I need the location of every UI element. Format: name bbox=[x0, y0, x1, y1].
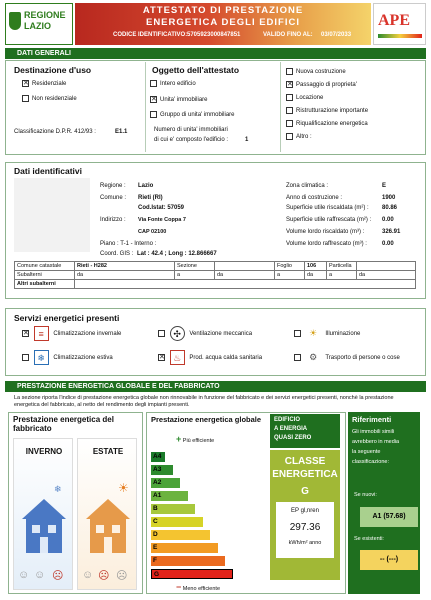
leaf-plus-icon: + bbox=[176, 434, 182, 444]
residenziale-checkbox[interactable] bbox=[22, 80, 29, 87]
ristrutturazione-label: Ristrutturazione importante bbox=[296, 108, 369, 115]
header bbox=[5, 3, 426, 45]
gruppo-option[interactable] bbox=[150, 111, 235, 118]
gruppo-label: Gruppo di unita' immobiliare bbox=[160, 112, 235, 119]
classe-line2: ENERGETICA bbox=[272, 469, 338, 480]
vent-label: Ventilazione meccanica bbox=[189, 331, 253, 338]
estate-label: ESTATE bbox=[92, 447, 124, 456]
subalterni-a-1: a bbox=[175, 271, 215, 280]
anno-value: 1900 bbox=[382, 195, 396, 201]
residenziale-option[interactable] bbox=[22, 80, 66, 87]
vol-raff-label: Volume lordo raffrescato (m³) : bbox=[286, 241, 367, 247]
classe-value: G bbox=[301, 486, 309, 497]
regione-label: Regione : bbox=[100, 183, 126, 189]
riferimenti-text: Gli immobili simili avrebbero in media la seguente classificazione: bbox=[352, 429, 400, 465]
oggetto-title: Oggetto dell'attestato bbox=[152, 65, 240, 75]
region-logo-line2: LAZIO bbox=[24, 21, 51, 31]
energy-class-d: D bbox=[151, 530, 210, 540]
vol-risc-value: 326.91 bbox=[382, 229, 401, 235]
ep-card bbox=[276, 502, 334, 558]
catasto-comune-value: Rieti - H282 bbox=[75, 262, 175, 271]
altro-checkbox[interactable] bbox=[286, 133, 293, 140]
faucet-icon: ♨ bbox=[170, 350, 185, 365]
nzeb-box bbox=[270, 414, 340, 448]
catasto-foglio-value: 106 bbox=[305, 262, 327, 271]
locazione-option[interactable] bbox=[286, 94, 323, 101]
energy-class-a3: A3 bbox=[151, 465, 173, 475]
sup-risc-value: 80.86 bbox=[382, 205, 398, 211]
catasto-foglio-label: Foglio bbox=[275, 262, 305, 271]
fabbricato-title: Prestazione energetica del fabbricato bbox=[13, 415, 114, 433]
acs-label: Prod. acqua calda sanitaria bbox=[189, 355, 263, 362]
piu-efficiente-row bbox=[176, 434, 214, 444]
sun-icon: ☀ bbox=[118, 481, 129, 495]
illum-checkbox[interactable] bbox=[294, 330, 301, 337]
comune-value: Rieti (RI) bbox=[138, 195, 163, 201]
energy-class-b: B bbox=[151, 504, 195, 514]
subalterni-da-1: da bbox=[75, 271, 175, 280]
illum-item bbox=[294, 326, 360, 341]
inverno-label: INVERNO bbox=[25, 447, 63, 456]
regione-value: Lazio bbox=[138, 183, 154, 189]
clim-inv-item bbox=[22, 326, 121, 341]
estate-sad-icon: ☹ bbox=[116, 570, 128, 582]
istat-label: Cod.Istat: 57059 bbox=[138, 205, 185, 211]
zona-value: E bbox=[382, 183, 387, 189]
clim-est-label: Climatizzazione estiva bbox=[53, 355, 113, 362]
energy-class-c: C bbox=[151, 517, 203, 527]
passaggio-option[interactable] bbox=[286, 81, 357, 88]
title-line1: ATTESTATO DI PRESTAZIONE bbox=[142, 5, 304, 16]
snowflake-icon: ❄ bbox=[54, 484, 62, 494]
acs-item bbox=[158, 350, 262, 365]
clim-est-checkbox[interactable] bbox=[22, 354, 29, 361]
region-logo bbox=[5, 3, 73, 45]
non-residenziale-checkbox[interactable] bbox=[22, 95, 29, 102]
comune-label: Comune : bbox=[100, 195, 127, 201]
anno-label: Anno di costruzione : bbox=[286, 195, 343, 201]
fan-icon: ✣ bbox=[170, 326, 185, 341]
sup-risc-label: Superficie utile riscaldata (m²) : bbox=[286, 205, 369, 211]
catasto-table bbox=[14, 261, 416, 289]
region-logo-line1: REGIONE bbox=[24, 10, 66, 20]
meno-efficiente-label: Meno efficiente bbox=[182, 586, 220, 592]
inverno-smile-1-icon: ☺ bbox=[18, 569, 30, 581]
energy-class-g: G bbox=[151, 569, 233, 579]
codice-value: 5705923000847851 bbox=[187, 32, 241, 38]
riqualificazione-label: Riqualificazione energetica bbox=[296, 121, 368, 128]
classe-box bbox=[270, 450, 340, 580]
ristrutturazione-option[interactable] bbox=[286, 107, 368, 114]
subalterni-da-3: da bbox=[305, 271, 327, 280]
subalterni-label: Subalterni bbox=[15, 271, 75, 280]
clim-inv-label: Climatizzazione invernale bbox=[53, 331, 122, 338]
unita-checkbox[interactable] bbox=[150, 96, 157, 103]
nuova-label: Nuova costruzione bbox=[296, 69, 346, 76]
vent-checkbox[interactable] bbox=[158, 330, 165, 337]
dati-identificativi-title: Dati identificativi bbox=[14, 166, 83, 176]
nzeb-line3: QUASI ZERO bbox=[274, 435, 312, 441]
clim-inv-checkbox[interactable] bbox=[22, 330, 29, 337]
catasto-sezione-value bbox=[215, 262, 275, 271]
light-bulb-icon: ☀ bbox=[309, 328, 318, 338]
catasto-row-comune bbox=[15, 262, 416, 271]
se-nuovi-label: Se nuovi: bbox=[354, 492, 377, 498]
ape-logo bbox=[373, 3, 426, 45]
trasporto-checkbox[interactable] bbox=[294, 354, 301, 361]
numero-value: 1 bbox=[245, 137, 249, 143]
intero-label: Intero edificio bbox=[160, 81, 196, 88]
prestazione-description: La sezione riporta l'indice di prestazione energetica globale non rinnovabile in funzione del fabbricato e dei servizi energetici presenti, nonchè la prestazione energetica del fabbricato, al netto del rendimento degli impianti presenti. bbox=[14, 395, 394, 408]
sup-raff-value: 0.00 bbox=[382, 217, 394, 223]
ape-logo-bar-icon bbox=[378, 34, 422, 38]
altri-subalterni-label: Altri subalterni bbox=[15, 280, 75, 289]
classificazione-value: E1.1 bbox=[115, 129, 128, 135]
ape-logo-text: APE bbox=[378, 12, 410, 29]
indirizzo-value: Via Fonte Coppa 7 bbox=[138, 217, 186, 223]
riferimenti-title: Riferimenti bbox=[352, 415, 392, 424]
numero-label-1: Numero di unita' immobiliari bbox=[154, 127, 228, 133]
illum-label: Illuminazione bbox=[325, 331, 361, 338]
piano-label: Piano : T-1 - Interno : bbox=[100, 241, 157, 247]
passaggio-label: Passaggio di proprieta' bbox=[296, 82, 357, 89]
intero-checkbox[interactable] bbox=[150, 80, 157, 87]
inverno-sad-selected-icon: ☹ bbox=[52, 570, 64, 582]
riferimenti-panel bbox=[348, 412, 420, 594]
unita-option[interactable] bbox=[150, 96, 208, 103]
unita-label: Unita' immobiliare bbox=[160, 97, 208, 104]
vol-risc-label: Volume lordo riscaldato (m³) : bbox=[286, 229, 365, 235]
numero-label-2: di cui e' composto l'edificio : bbox=[154, 137, 228, 143]
nuova-option[interactable] bbox=[286, 68, 346, 75]
oggetto-divider bbox=[145, 62, 146, 152]
house-summer-icon bbox=[84, 497, 132, 555]
locazione-checkbox[interactable] bbox=[286, 94, 293, 101]
elevator-gear-icon: ⚙ bbox=[309, 352, 318, 362]
altri-subalterni-value bbox=[75, 280, 416, 289]
nzeb-line2: A ENERGIA bbox=[274, 426, 308, 432]
energy-class-a4: A4 bbox=[151, 452, 165, 462]
trasporto-label: Trasporto di persone o cose bbox=[325, 355, 400, 362]
inverno-smile-2-icon: ☺ bbox=[34, 569, 46, 581]
subalterni-a-2: a bbox=[275, 271, 305, 280]
title-line2: ENERGETICA DEGLI EDIFICI bbox=[145, 17, 301, 28]
piu-efficiente-label: Più efficiente bbox=[182, 438, 215, 444]
globale-title: Prestazione energetica globale bbox=[151, 415, 262, 424]
energy-class-a1: A1 bbox=[151, 491, 188, 501]
catasto-particella-value bbox=[357, 262, 416, 271]
codice-label: CODICE IDENTIFICATIVO: bbox=[113, 32, 188, 38]
meno-efficiente-row bbox=[176, 582, 220, 592]
locazione-label: Locazione bbox=[296, 95, 324, 102]
region-emblem-icon bbox=[9, 12, 21, 30]
gruppo-checkbox[interactable] bbox=[150, 111, 157, 118]
zona-label: Zona climatica : bbox=[286, 183, 329, 189]
building-photo-placeholder bbox=[14, 178, 90, 252]
title-banner bbox=[75, 3, 371, 45]
passaggio-checkbox[interactable] bbox=[286, 81, 293, 88]
cap-value: CAP 02100 bbox=[138, 229, 167, 235]
valido-label: VALIDO FINO AL: bbox=[263, 32, 313, 38]
house-winter-icon bbox=[20, 497, 68, 555]
servizi-title: Servizi energetici presenti bbox=[14, 313, 120, 323]
indirizzo-label: Indirizzo : bbox=[100, 217, 126, 223]
acs-checkbox[interactable] bbox=[158, 354, 165, 361]
estate-column bbox=[77, 438, 137, 590]
intero-option[interactable] bbox=[150, 80, 196, 87]
ep-label: EP gl,nren bbox=[291, 508, 319, 514]
energy-class-e: E bbox=[151, 543, 218, 553]
coord-label: Coord. GIS : bbox=[100, 251, 134, 257]
catasto-particella-label: Particella bbox=[327, 262, 357, 271]
non-residenziale-label: Non residenziale bbox=[32, 96, 77, 103]
valido-value: 03/07/2033 bbox=[321, 32, 352, 38]
vol-raff-value: 0.00 bbox=[382, 241, 394, 247]
trasporto-item bbox=[294, 350, 400, 365]
radiator-icon: ≡ bbox=[34, 326, 49, 341]
classe-line1: CLASSE bbox=[284, 456, 326, 467]
ristrutturazione-checkbox[interactable] bbox=[286, 107, 293, 114]
se-esistenti-label: Se esistenti: bbox=[354, 536, 384, 542]
inverno-column bbox=[13, 438, 73, 590]
altro-label: Altro : bbox=[296, 134, 312, 141]
catasto-row-altri bbox=[15, 280, 416, 289]
se-esistenti-value: -- (---) bbox=[360, 550, 418, 570]
motivo-divider bbox=[280, 62, 281, 152]
air-conditioner-icon: ❄ bbox=[34, 350, 49, 365]
subalterni-da-2: da bbox=[215, 271, 275, 280]
non-residenziale-option[interactable] bbox=[22, 95, 77, 102]
catasto-sezione-label: Sezione bbox=[175, 262, 215, 271]
energy-class-a2: A2 bbox=[151, 478, 180, 488]
estate-smile-1-icon: ☺ bbox=[82, 569, 94, 581]
minus-icon: − bbox=[176, 582, 182, 592]
ep-unit: kWh/m² anno bbox=[288, 540, 322, 546]
dati-generali-bar: DATI GENERALI bbox=[5, 48, 426, 59]
altro-option[interactable] bbox=[286, 133, 312, 140]
riqualificazione-checkbox[interactable] bbox=[286, 120, 293, 127]
se-nuovi-value: A1 (57.68) bbox=[360, 507, 418, 527]
subalterni-a-3: a bbox=[327, 271, 357, 280]
ep-value: 297.36 bbox=[289, 522, 321, 533]
prestazione-bar: PRESTAZIONE ENERGETICA GLOBALE E DEL FABBRICATO bbox=[5, 381, 426, 392]
catasto-row-subalterni bbox=[15, 271, 416, 280]
energy-class-f: F bbox=[151, 556, 225, 566]
coord-value: Lat : 42.4 ; Long : 12.866667 bbox=[137, 251, 217, 257]
riqualificazione-option[interactable] bbox=[286, 120, 368, 127]
catasto-comune-label: Comune catastale bbox=[15, 262, 75, 271]
residenziale-label: Residenziale bbox=[32, 81, 67, 88]
clim-est-item bbox=[22, 350, 113, 365]
vent-item bbox=[158, 326, 252, 341]
estate-sad-selected-icon: ☹ bbox=[98, 570, 110, 582]
nzeb-line1: EDIFICIO bbox=[274, 417, 301, 423]
destinazione-title: Destinazione d'uso bbox=[14, 65, 92, 75]
classificazione-label: Classificazione D.P.R. 412/93 : bbox=[14, 129, 96, 135]
subalterni-da-4: da bbox=[357, 271, 416, 280]
nuova-checkbox[interactable] bbox=[286, 68, 293, 75]
sup-raff-label: Superficie utile raffrescata (m²) : bbox=[286, 217, 372, 223]
